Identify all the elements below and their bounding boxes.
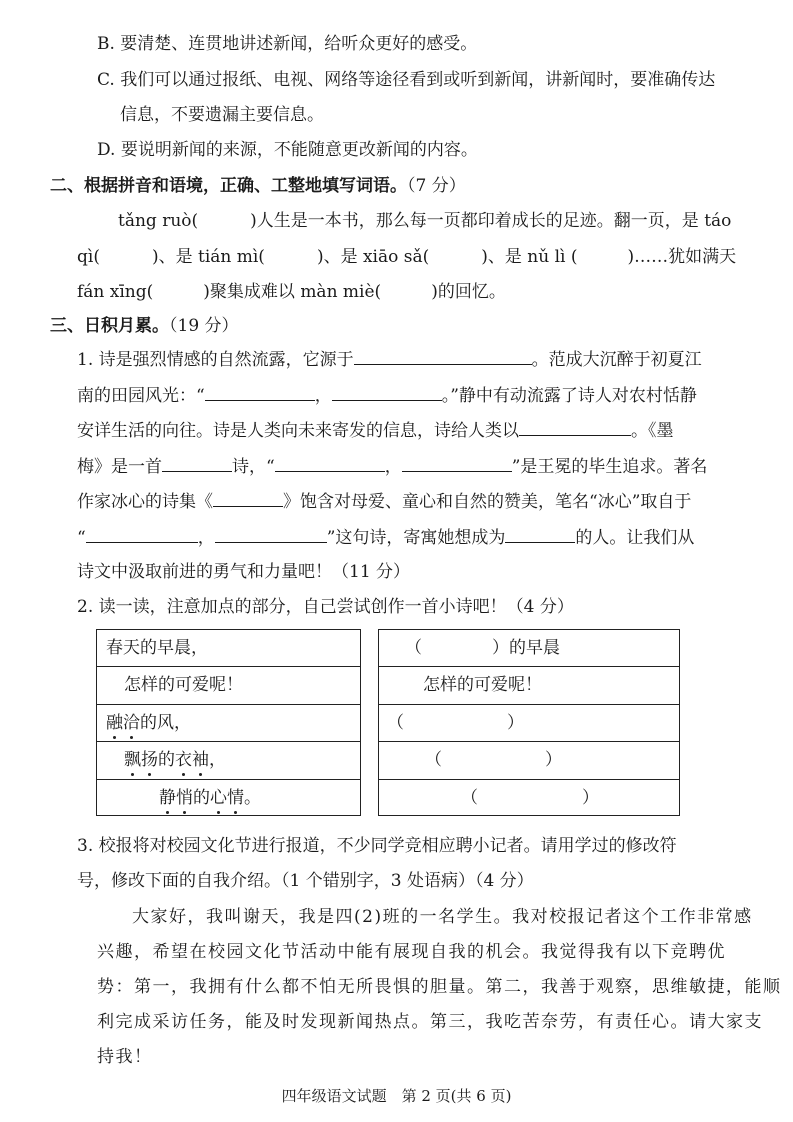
blank-fan-line-2[interactable] <box>332 384 442 401</box>
poem-left-text-3: 融洽的风， <box>106 712 191 733</box>
q3-line-1: 3. 校报将对校园文化节进行报道，不少同学竞相应聘小记者。请用学过的修改符 <box>77 836 677 856</box>
page-footer: 四年级语文试题 第 2 页(共 6 页) <box>281 1087 512 1105</box>
q1-line-1 <box>77 348 702 371</box>
blank-mo-mei-line-2[interactable] <box>402 455 512 472</box>
poem-left-text-2: 怎样的可爱呢！ <box>124 675 243 696</box>
q1-text-6a: “ <box>77 528 86 548</box>
poem-right-row-5[interactable] <box>379 780 679 817</box>
poem-right-row-1[interactable] <box>379 630 679 667</box>
option-c-line2: 信息，不要遗漏主要信息。 <box>120 105 324 125</box>
essay-line-2: 兴趣，希望在校园文化节活动中能有展现自我的机会。我觉得我有以下竞聘优 <box>97 942 726 962</box>
option-c-line1: C. 我们可以通过报纸、电视、网络等途径看到或听到新闻，讲新闻时，要准确传达 <box>97 70 716 90</box>
q1-text-5b: 》饱含对母爱、童心和自然的赞美，笔名“冰心”取自于 <box>283 492 692 512</box>
pinyin-line-1 <box>118 210 731 232</box>
q1-text-2a: 南的田园风光：“ <box>77 386 205 406</box>
q1-text-6b: ， <box>197 528 215 548</box>
poem-right-row-3[interactable] <box>379 705 679 742</box>
pinyin-xiaosa: )、是 xiāo sǎ( <box>316 247 430 267</box>
q1-text-1a: 1. 诗是强烈情感的自然流露，它源于 <box>77 350 354 370</box>
poem-right-close-5: ） <box>582 787 599 808</box>
pinyin-line-3-tail: )的回忆。 <box>431 282 506 302</box>
q1-text-3b: 。《墨 <box>631 421 674 441</box>
blank-mo-mei-line-1[interactable] <box>275 455 385 472</box>
poem-left-row-3 <box>97 705 360 742</box>
poem-left-row-4 <box>97 742 360 779</box>
poem-right-row-4[interactable] <box>379 742 679 779</box>
q1-line-3 <box>77 419 674 442</box>
pinyin-tangruo: tǎng ruò( <box>118 211 199 231</box>
q1-text-6c: ”这句诗，寄寓她想成为 <box>326 528 506 548</box>
blank-poetry-gives[interactable] <box>519 419 631 436</box>
poem-right-open-1: （ <box>405 638 422 658</box>
q1-text-4a: 梅》是一首 <box>77 457 162 477</box>
emphasis-dot <box>166 811 169 814</box>
pinyin-tianmi: )、是 tián mì( <box>151 247 265 267</box>
pinyin-line-2 <box>77 246 736 268</box>
q1-line-7: 诗文中汲取前进的勇气和力量吧！（11 分） <box>77 562 411 582</box>
emphasis-dot <box>234 811 237 814</box>
poem-left-row-5 <box>97 780 360 817</box>
blank-poem-type[interactable] <box>162 455 232 472</box>
poem-right-open-5: （ <box>461 787 478 808</box>
emphasis-dot <box>217 811 220 814</box>
q3-line-2: 号，修改下面的自我介绍。（1 个错别字，3 处语病）（4 分） <box>77 871 534 891</box>
poem-right-open-4: （ <box>425 750 442 771</box>
poem-table-left <box>96 629 361 816</box>
pinyin-fanxing: fán xīng( <box>77 282 154 302</box>
q1-text-4b: 诗，“ <box>232 457 275 477</box>
poem-right-text-2: 怎样的可爱呢！ <box>423 675 542 696</box>
pinyin-line-3 <box>77 281 506 303</box>
blank-poetry-source[interactable] <box>354 348 532 365</box>
emphasis-dot <box>130 736 133 739</box>
essay-line-5: 持我！ <box>97 1047 153 1067</box>
emphasis-dot <box>183 811 186 814</box>
q1-text-1b: 。范成大沉醉于初夏江 <box>531 350 702 370</box>
poem-left-row-1 <box>97 630 360 667</box>
poem-right-row-2 <box>379 667 679 704</box>
essay-line-4: 利完成采访任务，能及时发现新闻热点。第三，我吃苦奈劳，有责任心。请大家支 <box>97 1012 763 1032</box>
section-2-heading <box>50 175 466 197</box>
q1-text-6d: 的人。让我们从 <box>575 528 695 548</box>
poem-left-text-1: 春天的早晨， <box>106 638 208 658</box>
pinyin-line-2-tail: )……犹如满天 <box>627 247 737 267</box>
poem-table-right <box>378 629 680 816</box>
q1-text-5a: 作家冰心的诗集《 <box>77 492 213 512</box>
option-d: D. 要说明新闻的来源，不能随意更改新闻的内容。 <box>97 140 478 160</box>
q1-text-3a: 安详生活的向往。诗是人类向未来寄发的信息，诗给人类以 <box>77 421 519 441</box>
emphasis-dot <box>113 736 116 739</box>
q1-text-4d: ”是王冕的毕生追求。著名 <box>511 457 708 477</box>
q1-line-2 <box>77 384 697 407</box>
q1-text-2b: ， <box>314 386 332 406</box>
pinyin-nuli: )、是 nǔ lì ( <box>481 247 578 267</box>
option-b: B. 要清楚、连贯地讲述新闻，给听众更好的感受。 <box>97 34 478 54</box>
q2-title: 2. 读一读，注意加点的部分，自己尝试创作一首小诗吧！（4 分） <box>77 597 574 617</box>
section-3-score: （19 分） <box>169 316 239 336</box>
pinyin-manmie: )聚集成难以 màn miè( <box>203 282 382 302</box>
poem-right-close-3: ） <box>507 712 524 733</box>
q1-text-4c: ， <box>384 457 402 477</box>
pinyin-line-1-text: )人生是一本书，那么每一页都印着成长的足迹。翻一页，是 táo <box>250 211 732 231</box>
pinyin-taoqi: qì( <box>77 247 100 267</box>
poem-left-row-2 <box>97 667 360 704</box>
section-2-score: （7 分） <box>407 176 466 196</box>
poem-right-open-3: （ <box>387 712 404 733</box>
blank-bingxin-collection[interactable] <box>213 490 283 507</box>
blank-bingxin-line-2[interactable] <box>215 526 327 543</box>
q1-text-2c: 。”静中有动流露了诗人对农村恬静 <box>441 386 697 406</box>
section-3-title: 三、日积月累。 <box>50 316 169 336</box>
section-2-title: 二、根据拼音和语境，正确、工整地填写词语。 <box>50 176 407 196</box>
blank-bingxin-wish[interactable] <box>505 526 575 543</box>
poem-right-text-1: ）的早晨 <box>492 638 560 658</box>
blank-bingxin-line-1[interactable] <box>86 526 198 543</box>
poem-right-close-4: ） <box>545 750 562 771</box>
essay-line-3: 势：第一，我拥有什么都不怕无所畏惧的胆量。第二，我善于观察，思维敏捷，能顺 <box>97 977 782 997</box>
section-3-heading <box>50 315 239 337</box>
poem-left-text-4: 飘扬的衣袖， <box>124 750 226 771</box>
q1-line-6 <box>77 526 694 549</box>
blank-fan-line-1[interactable] <box>205 384 315 401</box>
q1-line-4 <box>77 455 707 478</box>
essay-line-1: 大家好，我叫谢天，我是四(2)班的一名学生。我对校报记者这个工作非常感 <box>132 907 753 927</box>
q1-line-5 <box>77 490 691 513</box>
poem-left-text-5: 静悄的心情。 <box>159 787 261 808</box>
